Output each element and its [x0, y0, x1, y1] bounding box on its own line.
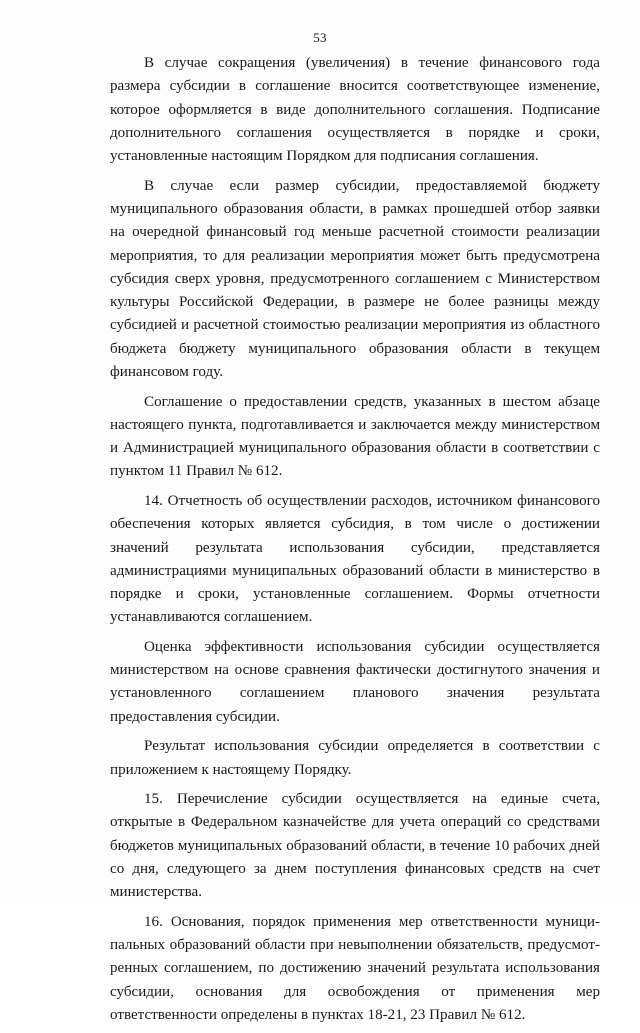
paragraph-item-15-transfer: 15. Перечисление субсидии осуществляется на единые счета, открытые в Федеральном казначействе для учета операций со средствами бюджетов муниципальных образований области, в течение 10 рабочих дней со дня, следующего за днем поступления финансовых средств на счет министерства.	[110, 791, 600, 901]
paragraph-usage-result: Результат использования субсидии определяется в соответствии с приложением к настоящему Порядку.	[110, 738, 600, 778]
page-number: 53	[313, 30, 327, 45]
paragraph-item-14-reporting: 14. Отчетность об осуществлении расходов, источником финансового обеспечения которых является субсидия, в том числе о достижении значений результата использования субсидии, представляется администрациями муниципальных образований области в министерство в порядке и сроки, установленные соглашением. Формы отчетности устанавливаются соглашением.	[110, 492, 600, 626]
paragraph-subsidy-change: В случае сокращения (увеличения) в течение финансового года размера субсидии в соглашение вносится соответствующее изменение, которое оформляется в виде дополнительного соглашения. Подписание дополнительного соглашения осуществляется в порядке и сроки, установленные настоящим Порядком для подписания соглашения.	[110, 55, 600, 165]
paragraph-item-16-responsibility: 16. Основания, порядок применения мер ответственности муниципальных образований области при невыполнении обязательств, предусмотренных соглашением, по достижению значений результата использования субсидии, основания для освобождения от применения мер ответственности определены в пунктах 18-21, 23 Правил № 612.	[110, 913, 600, 1023]
paragraph-funds-agreement: Соглашение о предоставлении средств, указанных в шестом абзаце настоящего пункта, подготавливается и заключается между министерством и Администрацией муниципального образования области в соответствии с пунктом 11 Правил № 612.	[110, 393, 600, 480]
paragraph-subsidy-excess: В случае если размер субсидии, предоставляемой бюджету муниципального образования области, в рамках прошедшей отбор заявки на очередной финансовый год меньше расчетной стоимости реализации мероприятия, то для реализации мероприятия может быть предусмотрена субсидия сверх уровня, предусмотренного соглашением с Министерством культуры Российской Федерации, в размере не более разницы между субсидией и расчетной стоимостью реализации мероприятия из областного бюджета бюджету муниципального образования области в текущем финансовом году.	[110, 177, 600, 381]
paragraph-efficiency-evaluation: Оценка эффективности использования субсидии осуществляется министерством на основе сравнения фактически достигнутого значения и установленного соглашением планового значения результата предоставления субсидии.	[110, 638, 600, 725]
document-body	[110, 52, 600, 1033]
